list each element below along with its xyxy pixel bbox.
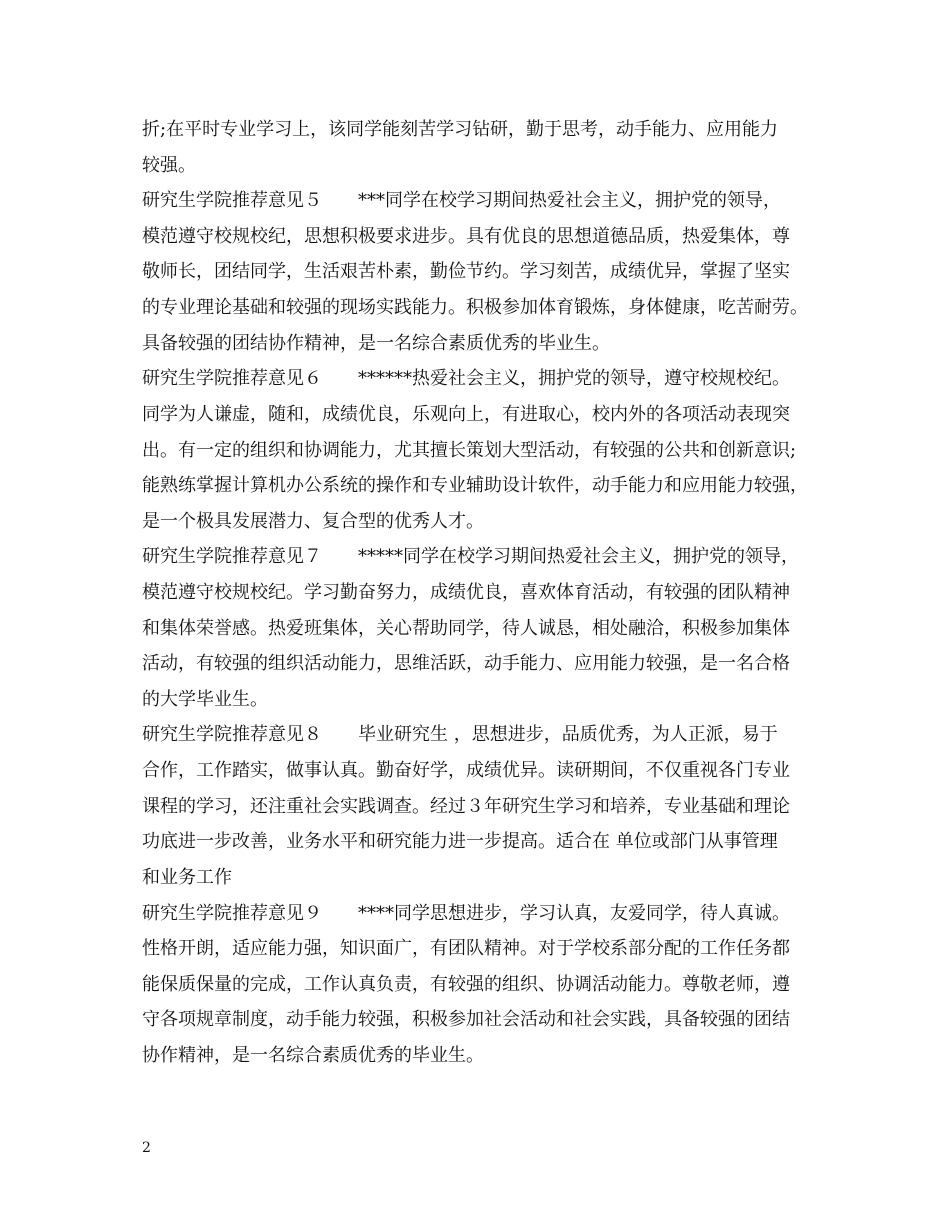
text-line: 模范遵守校规校纪。学习勤奋努力，成绩优良，喜欢体育活动，有较强的团队精神 [142, 582, 790, 603]
text-line: 课程的学习，还注重社会实践调查。经过３年研究生学习和培养，专业基础和理论 [142, 796, 790, 817]
text-line: 同学为人谦虚，随和，成绩优良，乐观向上，有进取心，校内外的各项活动表现突 [142, 404, 790, 425]
text-line: 折;在平时专业学习上，该同学能刻苦学习钻研，勤于思考，动手能力、应用能力 [142, 119, 779, 140]
text-line: 是一个极具发展潜力、复合型的优秀人才。 [142, 511, 484, 532]
text-line: 和业务工作 [142, 867, 232, 888]
page-number: 2 [142, 1140, 151, 1156]
text-line: 协作精神，是一名综合素质优秀的毕业生。 [142, 1045, 484, 1066]
text-line: 的大学毕业生。 [142, 689, 268, 710]
text-line: 功底进一步改善，业务水平和研究能力进一步提高。适合在 单位或部门从事管理 [142, 831, 778, 852]
text-line: 活动，有较强的组织活动能力，思维活跃，动手能力、应用能力较强，是一名合格 [142, 653, 790, 674]
text-line: 模范遵守校规校纪，思想积极要求进步。具有优良的思想道德品质，热爱集体，尊 [142, 226, 790, 247]
text-line: 较强。 [142, 155, 196, 176]
text-line: 性格开朗，适应能力强，知识面广，有团队精神。对于学校系部分配的工作任务都 [142, 938, 790, 959]
text-line: 研究生学院推荐意见７ *****同学在校学习期间热爱社会主义，拥护党的领导， [142, 546, 799, 567]
text-line: 和集体荣誉感。热爱班集体，关心帮助同学，待人诚恳，相处融洽，积极参加集体 [142, 618, 790, 639]
text-line: 研究生学院推荐意见６ ******热爱社会主义，拥护党的领导，遵守校规校纪。 [142, 368, 790, 389]
text-line: 研究生学院推荐意见８ 毕业研究生 ，思想进步，品质优秀，为人正派，易于 [142, 724, 778, 745]
text-line: 出。有一定的组织和协调能力，尤其擅长策划大型活动，有较强的公共和创新意识; [142, 440, 797, 461]
text-line: 能熟练掌握计算机办公系统的操作和专业辅助设计软件，动手能力和应用能力较强， [142, 475, 808, 496]
text-line: 守各项规章制度，动手能力较强，积极参加社会活动和社会实践，具备较强的团结 [142, 1009, 790, 1030]
text-line: 敬师长，团结同学，生活艰苦朴素，勤俭节约。学习刻苦，成绩优异，掌握了坚实 [142, 261, 790, 282]
text-line: 研究生学院推荐意见９ ****同学思想进步，学习认真，友爱同学，待人真诚。 [142, 903, 790, 924]
text-line: 具备较强的团结协作精神，是一名综合素质优秀的毕业生。 [142, 333, 610, 354]
text-line: 能保质保量的完成，工作认真负责，有较强的组织、协调活动能力。尊敬老师，遵 [142, 974, 790, 995]
text-line: 合作，工作踏实，做事认真。勤奋好学，成绩优异。读研期间，不仅重视各门专业 [142, 760, 790, 781]
text-line: 的专业理论基础和较强的现场实践能力。积极参加体育锻炼，身体健康，吃苦耐劳。 [142, 297, 808, 318]
text-line: 研究生学院推荐意见５ ***同学在校学习期间热爱社会主义，拥护党的领导， [142, 190, 781, 211]
